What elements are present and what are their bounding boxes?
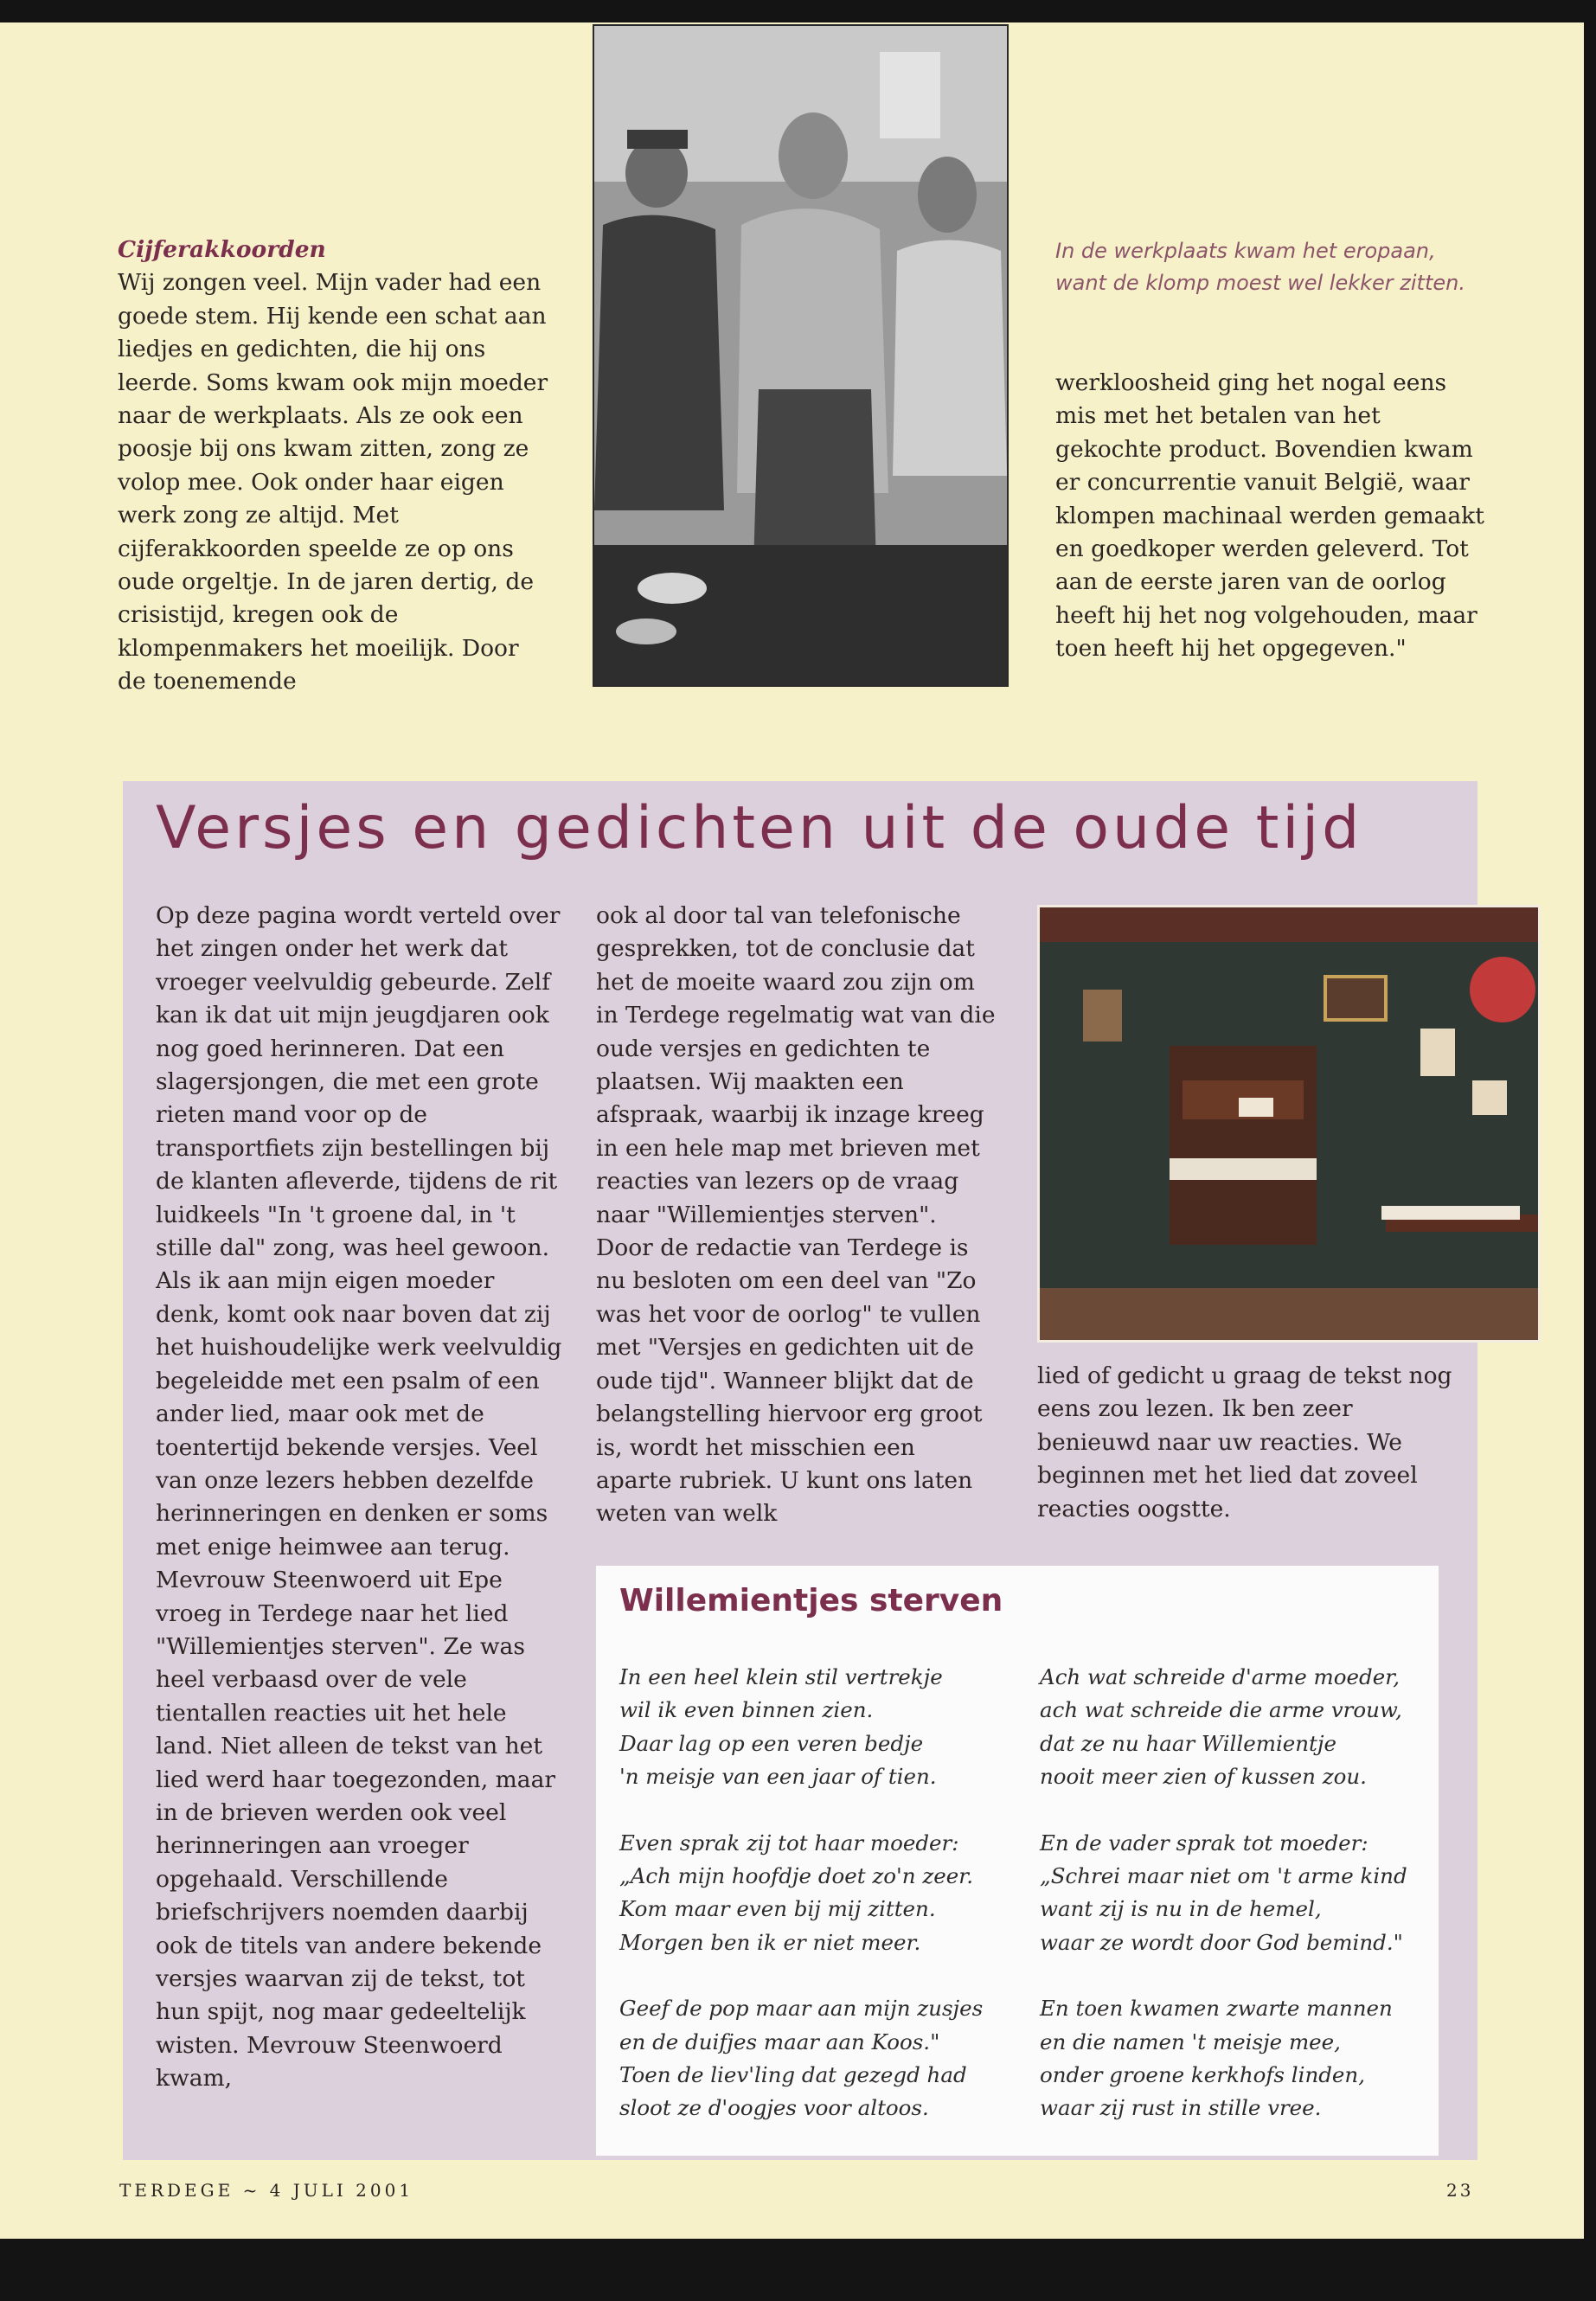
poem-stanza [1040,1827,1429,1960]
poem-title: Willemientjes sterven [619,1583,1003,1618]
photo-caption: In de werkplaats kwam het eropaan, want de klomp moest wel lekker zitten. [1055,239,1465,295]
workshop-photo [593,24,1009,687]
poem-stanza [619,1992,1026,2125]
scan-edge-bottom [0,2239,1596,2301]
workshop-photo-drawing [594,26,1007,685]
harmonium-photo [1037,905,1541,1343]
poem-line: en die namen 't meisje mee, [1040,2029,1341,2054]
footer-publication: TERDEGE ~ 4 JULI 2001 [119,2180,414,2201]
poem-stanza [1040,1661,1429,1794]
top-right-column [1055,367,1488,666]
poem-line: en de duifjes maar aan Koos." [619,2029,940,2054]
scan-edge-right [1584,0,1596,2301]
poem-line: ach wat schreide die arme vrouw, [1040,1697,1402,1723]
article-column-3-text: lied of gedicht u graag de tekst nog eens zou lezen. Ik ben zeer benieuwd naar uw reacties. We beginnen met het lied dat zoveel reacties oogstte. [1037,1362,1452,1522]
poem-line: want zij is nu in de hemel, [1040,1896,1322,1922]
subhead: Cijferakkoorden [118,236,326,263]
poem-line: Daar lag op een veren bedje [619,1730,924,1756]
article-column-3 [1037,1360,1470,1526]
poem-right-column [1040,1661,1429,2158]
poem-line: nooit meer zien of kussen zou. [1040,1764,1367,1790]
article-headline: Versjes en gedichten uit de oude tijd [156,794,1363,862]
poem-line: waar zij rust in stille vree. [1040,2095,1322,2121]
poem-line: onder groene kerkhofs linden, [1040,2062,1365,2088]
top-left-column [118,234,550,699]
harmonium-photo-drawing [1040,907,1538,1340]
top-left-text: Wij zongen veel. Mijn vader had een goede stem. Hij kende een schat aan liedjes en gedichten, die hij ons leerde. Soms kwam ook mijn moeder naar de werkplaats. Als ze ook een poosje bij ons kwam zitten, zong ze volop mee. Ook onder haar eigen werk zong ze altijd. Met cijferakkoorden speelde ze op ons oude orgeltje. In de jaren dertig, de crisistijd, kregen ook de klompenmakers het moeilijk. Door de toenemende [118,269,548,695]
poem-left-column [619,1661,1026,2158]
poem-line: Even sprak zij tot haar moeder: [619,1830,959,1856]
poem-line: „Ach mijn hoofdje doet zo'n zeer. [619,1863,974,1889]
poem-line: In een heel klein stil vertrekje [619,1664,943,1689]
poem-line: Kom maar even bij mij zitten. [619,1896,936,1922]
poem-stanza [619,1661,1026,1794]
page-number: 23 [1446,2180,1474,2201]
poem-line: En toen kwamen zwarte mannen [1040,1996,1393,2022]
article-column-2-text: ook al door tal van telefonische gesprekken, tot de conclusie dat het de moeite waard zou zijn om in Terdege regelmatig wat van die oude versjes en gedichten te plaatsen. Wij maakten een afspraak, waarbij ik inzage kreeg in een hele map met brieven met reacties van lezers op de vraag naar "Willemientjes sterven". Door de redactie van Terdege is nu besloten om een deel van "Zo was het voor de oorlog" te vullen met "Versjes en gedichten uit de oude tijd". Wanneer blijkt dat de belangstelling hiervoor erg groot is, wordt het misschien een aparte rubriek. U kunt ons laten weten van welk [596,902,996,1528]
poem-line: Geef de pop maar aan mijn zusjes [619,1996,984,2022]
poem-stanza [619,1827,1026,1960]
poem-line: 'n meisje van een jaar of tien. [619,1764,937,1790]
article-column-1 [156,900,564,2096]
poem-line: wil ik even binnen zien. [619,1697,874,1723]
top-right-text: werkloosheid ging het nogal eens mis met het betalen van het gekochte product. Bovendien kwam er concurrentie vanuit België, waar klompen machinaal werden gemaakt en goedkoper werden geleverd. Tot aan de eerste jaren van de oorlog heeft hij het nog volgehouden, maar toen heeft hij het opgegeven." [1055,369,1484,663]
poem-stanza [1040,1992,1429,2125]
poem-line: dat ze nu haar Willemientje [1040,1730,1336,1756]
article-column-2 [596,900,996,1531]
scan-edge-top [0,0,1596,22]
article-column-1-text: Op deze pagina wordt verteld over het zingen onder het werk dat vroeger veelvuldig gebeurde. Zelf kan ik dat uit mijn jeugdjaren ook nog goed herinneren. Dat een slagersjongen, die met een grote rieten mand voor op de transportfiets zijn bestellingen bij de klanten afleverde, tijdens de rit luidkeels "In 't groene dal, in 't stille dal" zong, was heel gewoon. Als ik aan mijn eigen moeder denk, komt ook naar boven dat zij het huishoudelijke werk veelvuldig begeleidde met een psalm of een ander lied, maar ook met de toentertijd bekende versjes. Veel van onze lezers hebben dezelfde herinneringen en denken er soms met enige heimwee aan terug. Mevrouw Steenwoerd uit Epe vroeg in Terdege naar het lied "Willemientjes sterven". Ze was heel verbaasd over de vele tientallen reacties uit het hele land. Niet alleen de tekst van het lied werd haar toegezonden, maar in de brieven werden ook veel herinneringen aan vroeger opgehaald. Verschillende briefschrijvers noemden daarbij ook de titels van andere bekende versjes waarvan zij de tekst, tot hun spijt, nog maar gedeeltelijk wisten. Mevrouw Steenwoerd kwam, [156,902,562,2093]
poem-line: Ach wat schreide d'arme moeder, [1040,1664,1401,1689]
poem-line: En de vader sprak tot moeder: [1040,1830,1368,1856]
poem-line: sloot ze d'oogjes voor altoos. [619,2095,929,2121]
poem-line: Toen de liev'ling dat gezegd had [619,2062,967,2088]
poem-line: waar ze wordt door God bemind." [1040,1929,1403,1955]
poem-line: „Schrei maar niet om 't arme kind [1040,1863,1407,1889]
poem-line: Morgen ben ik er niet meer. [619,1929,921,1955]
